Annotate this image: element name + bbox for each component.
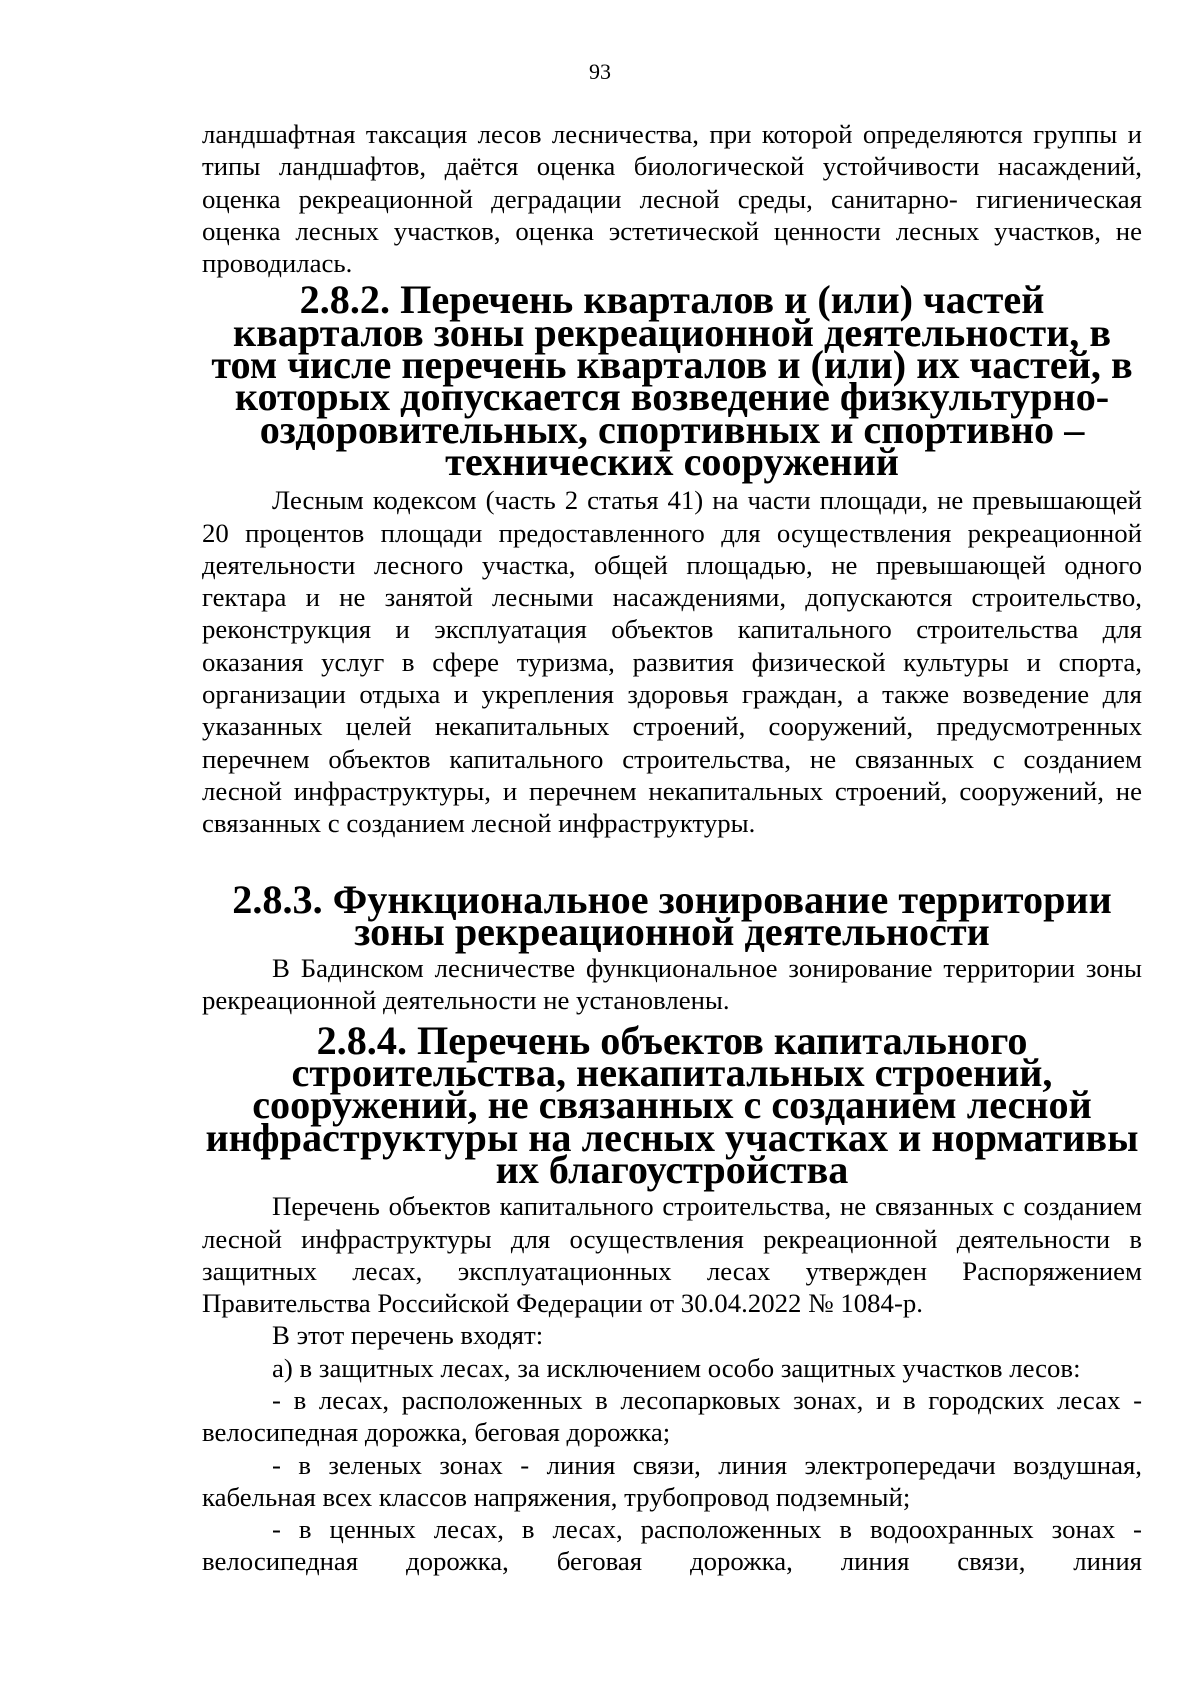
document-body [202, 118, 1142, 1578]
section-2-8-4-paragraph: Перечень объектов капитального строительства, не связанных с созданием лесной инфраструктуры для осуществления рекреационной деятельности в защитных лесах, эксплуатационных лесах утвержден Распоряжением Правительства Российской Федерации от 30.04.2022 № 1084-р. [202, 1191, 1142, 1319]
list-item: - в зеленых зонах - линия связи, линия электропередачи воздушная, кабельная всех классов напряжения, трубопровод подземный; [202, 1449, 1142, 1512]
section-2-8-4-heading: 2.8.4. Перечень объектов капитального строительства, некапитальных строений, сооружений, не связанных с созданием лесной инфраструктуры на лесных участках и нормативы их благоустройства [205, 1017, 1139, 1192]
section-2-8-2-paragraph: Лесным кодексом (часть 2 статья 41) на части площади, не превышающей 20 процентов площади предоставленного для осуществления рекреационной деятельности лесного участка, общей площадью, не превышающей одного гектара и не занятой лесными насаждениями, допускаются строительство, реконструкция и эксплуатация объектов капитального строительства для оказания услуг в сфере туризма, развития физической культуры и спорта, организации отдыха и укрепления здоровья граждан, а также возведение для указанных целей некапитальных строений, сооружений, предусмотренных перечнем объектов капитального строительства, не связанных с созданием лесной инфраструктуры, и перечнем некапитальных строений, сооружений, не связанных с созданием лесной инфраструктуры. [202, 485, 1142, 839]
page-number: 93 [589, 59, 611, 84]
list-item-a: а) в защитных лесах, за исключением особо защитных участков лесов: [272, 1352, 1081, 1383]
section-2-8-2-heading: 2.8.2. Перечень кварталов и (или) частей кварталов зоны рекреационной деятельности, в том числе перечень кварталов и (или) их частей, в которых допускается возведение физкультурно-оздоровительных, спортивных и спортивно – технических сооружений [211, 277, 1133, 484]
list-intro: В этот перечень входят: [272, 1320, 544, 1351]
section-2-8-3-paragraph: В Бадинском лесничестве функциональное зонирование территории зоны рекреационной деятельности не установлены. [202, 953, 1142, 1016]
intro-paragraph: ландшафтная таксация лесов лесничества, при которой определяются группы и типы ландшафтов, даётся оценка биологической устойчивости насаждений, оценка рекреационной деградации лесной среды, санитарно- гигиеническая оценка лесных участков, оценка эстетической ценности лесных участков, не проводилась. [202, 119, 1142, 279]
section-2-8-3-heading: 2.8.3. Функциональное зонирование территории зоны рекреационной деятельности [232, 876, 1112, 954]
list-item: - в ценных лесах, в лесах, расположенных в водоохранных зонах - велосипедная дорожка, беговая дорожка, линия связи, линия [202, 1514, 1142, 1577]
list-item: - в лесах, расположенных в лесопарковых зонах, и в городских лесах - велосипедная дорожка, беговая дорожка; [202, 1384, 1142, 1448]
